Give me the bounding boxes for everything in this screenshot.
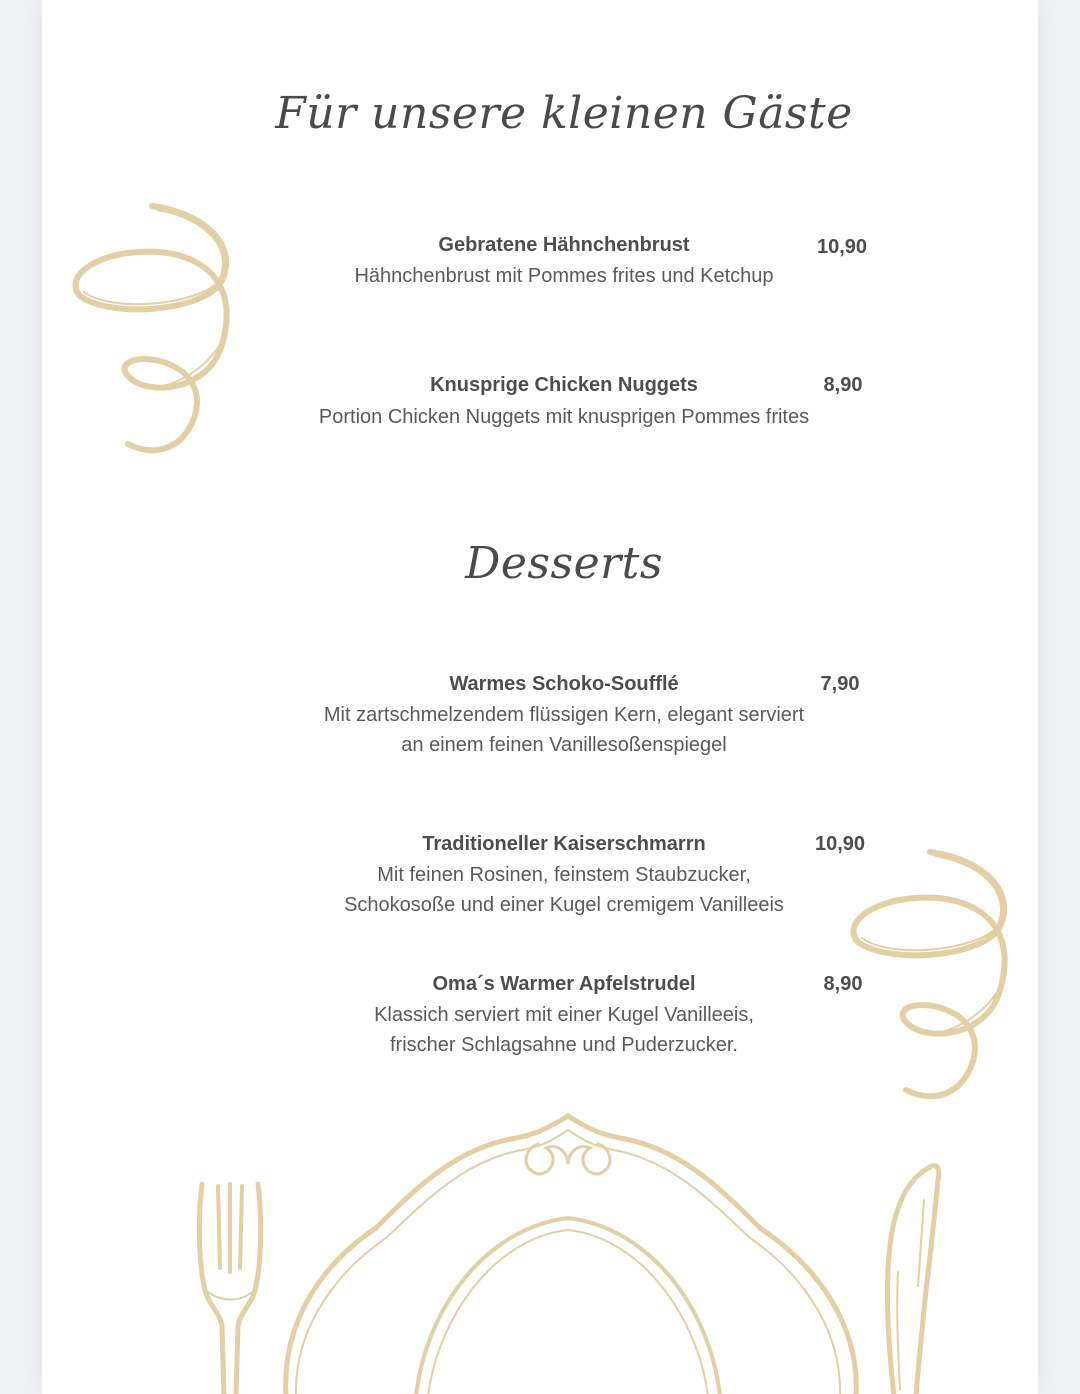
menu-item-price: 10,90 [816,236,868,258]
menu-item-name: Traditioneller Kaiserschmarrn [422,833,706,855]
menu-item-desc: Klassich serviert mit einer Kugel Vanilleeis, [374,1004,754,1026]
menu-item-price: 7,90 [820,673,860,695]
menu-item-name: Knusprige Chicken Nuggets [430,374,698,396]
knife-icon [878,1160,948,1394]
ribbon-curl-icon [848,846,1018,1106]
menu-item-desc: frischer Schlagsahne und Puderzucker. [390,1034,738,1056]
menu-item-desc: Mit zartschmelzendem flüssigen Kern, elegant serviert [323,704,805,726]
fork-icon [192,1176,272,1394]
menu-item-desc: Mit feinen Rosinen, feinstem Staubzucker, [377,864,751,886]
menu-item-desc: Portion Chicken Nuggets mit knusprigen Pommes frites [318,406,810,428]
plate-icon [276,1108,866,1394]
menu-item-price: 10,90 [814,833,866,855]
menu-page [42,0,1038,1394]
menu-item-price: 8,90 [823,973,863,995]
menu-item-desc: Schokosoße und einer Kugel cremigem Vanilleeis [344,894,784,916]
menu-item-name: Warmes Schoko-Soufflé [449,673,679,695]
menu-item-name: Oma´s Warmer Apfelstrudel [432,973,696,995]
menu-item-desc: an einem feinen Vanillesoßenspiegel [401,734,727,756]
menu-item-price: 8,90 [823,374,863,396]
section-title-kids: Für unsere kleinen Gäste [275,88,853,139]
menu-item-name: Gebratene Hähnchenbrust [438,234,690,256]
section-title-desserts: Desserts [465,538,663,589]
menu-item-desc: Hähnchenbrust mit Pommes frites und Ketchup [354,265,774,287]
